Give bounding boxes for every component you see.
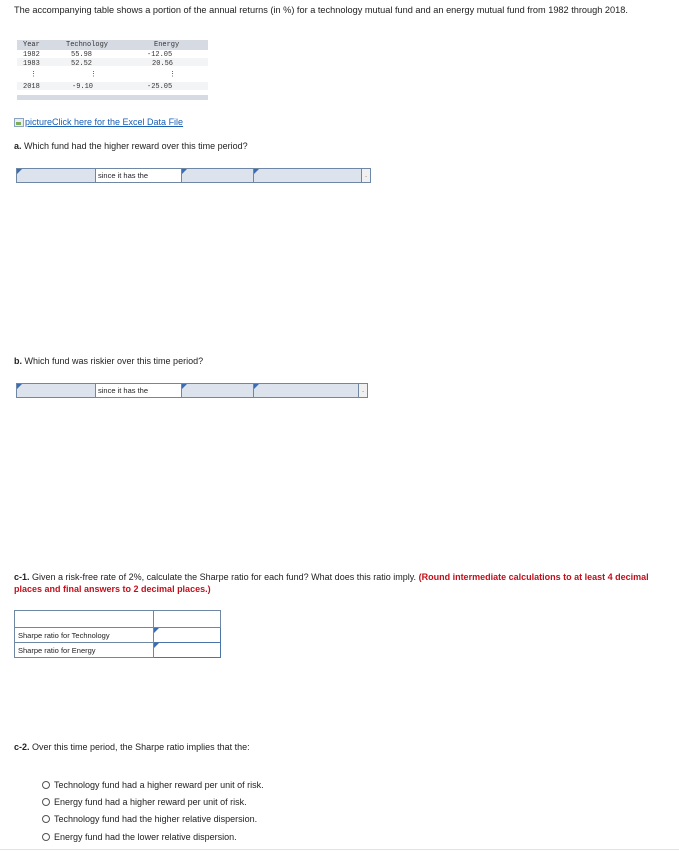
sharpe-input-technology[interactable]	[154, 628, 221, 643]
sharpe-table	[14, 610, 221, 658]
fund-dropdown-a[interactable]	[17, 169, 96, 182]
intro-text: The accompanying table shows a portion of the annual returns (in %) for a technology mutual fund and an energy mutual fund from 1982 through 2018.	[14, 5, 628, 15]
table-cell: -25.05	[147, 83, 173, 91]
period-cell-a	[362, 169, 370, 182]
data-table-image	[17, 40, 208, 100]
question-c2: c-2. Over this time period, the Sharpe ratio implies that the:	[14, 742, 250, 752]
rounding-instruction: (Round intermediate calculations to at least 4 decimal places and final answers to 2 decimal places.)	[14, 572, 649, 594]
table-cell: 20.56	[152, 60, 174, 68]
table-cell: 1983	[23, 60, 40, 68]
static-text-a: since it has the	[96, 169, 182, 182]
static-text-b: since it has the	[96, 384, 182, 397]
table-cell: ⋮	[169, 71, 176, 79]
radio-option[interactable]: Energy fund had a higher reward per unit of risk.	[42, 793, 264, 810]
period-cell-b	[359, 384, 367, 397]
radio-button[interactable]	[42, 815, 50, 823]
answer-row-b	[16, 383, 368, 398]
picture-icon	[14, 118, 24, 127]
value-input-a[interactable]	[254, 169, 362, 182]
question-c1: c-1. Given a risk-free rate of 2%, calculate the Sharpe ratio for each fund? What does this ratio imply. (Round intermediate calculations to at least 4 decimal places and final answers to 2 decimal places.)	[14, 572, 649, 594]
radio-options	[42, 776, 264, 845]
table-cell: 52.52	[71, 60, 93, 68]
sharpe-label-energy: Sharpe ratio for Energy	[15, 643, 154, 658]
table-cell: 55.98	[71, 51, 93, 59]
table-header-year: Year	[23, 41, 40, 49]
sharpe-label-technology: Sharpe ratio for Technology	[15, 628, 154, 643]
table-cell: -9.10	[72, 83, 94, 91]
radio-option[interactable]: Technology fund had the higher relative dispersion.	[42, 811, 264, 828]
table-cell: ⋮	[90, 71, 97, 79]
radio-option[interactable]: Energy fund had the lower relative dispersion.	[42, 828, 264, 845]
table-header-energy: Energy	[154, 41, 180, 49]
radio-button[interactable]	[42, 798, 50, 806]
bottom-divider	[0, 849, 679, 850]
measure-dropdown-b[interactable]	[182, 384, 254, 397]
radio-option[interactable]: Technology fund had a higher reward per unit of risk.	[42, 776, 264, 793]
question-a: a. Which fund had the higher reward over this time period?	[14, 141, 248, 151]
excel-link-text: Click here for the Excel Data File	[52, 117, 184, 127]
sharpe-input-energy[interactable]	[154, 643, 221, 658]
table-header-technology: Technology	[66, 41, 109, 49]
radio-button[interactable]	[42, 781, 50, 789]
question-b: b. Which fund was riskier over this time period?	[14, 356, 204, 366]
excel-data-link[interactable]	[14, 117, 183, 127]
answer-row-a	[16, 168, 371, 183]
measure-dropdown-a[interactable]	[182, 169, 254, 182]
table-cell: -12.05	[147, 51, 173, 59]
fund-dropdown-b[interactable]	[17, 384, 96, 397]
table-cell: ⋮	[30, 71, 37, 79]
value-input-b[interactable]	[254, 384, 359, 397]
table-cell: 1982	[23, 51, 40, 59]
radio-button[interactable]	[42, 833, 50, 841]
picture-alt-text: picture	[25, 117, 53, 127]
table-cell: 2018	[23, 83, 40, 91]
